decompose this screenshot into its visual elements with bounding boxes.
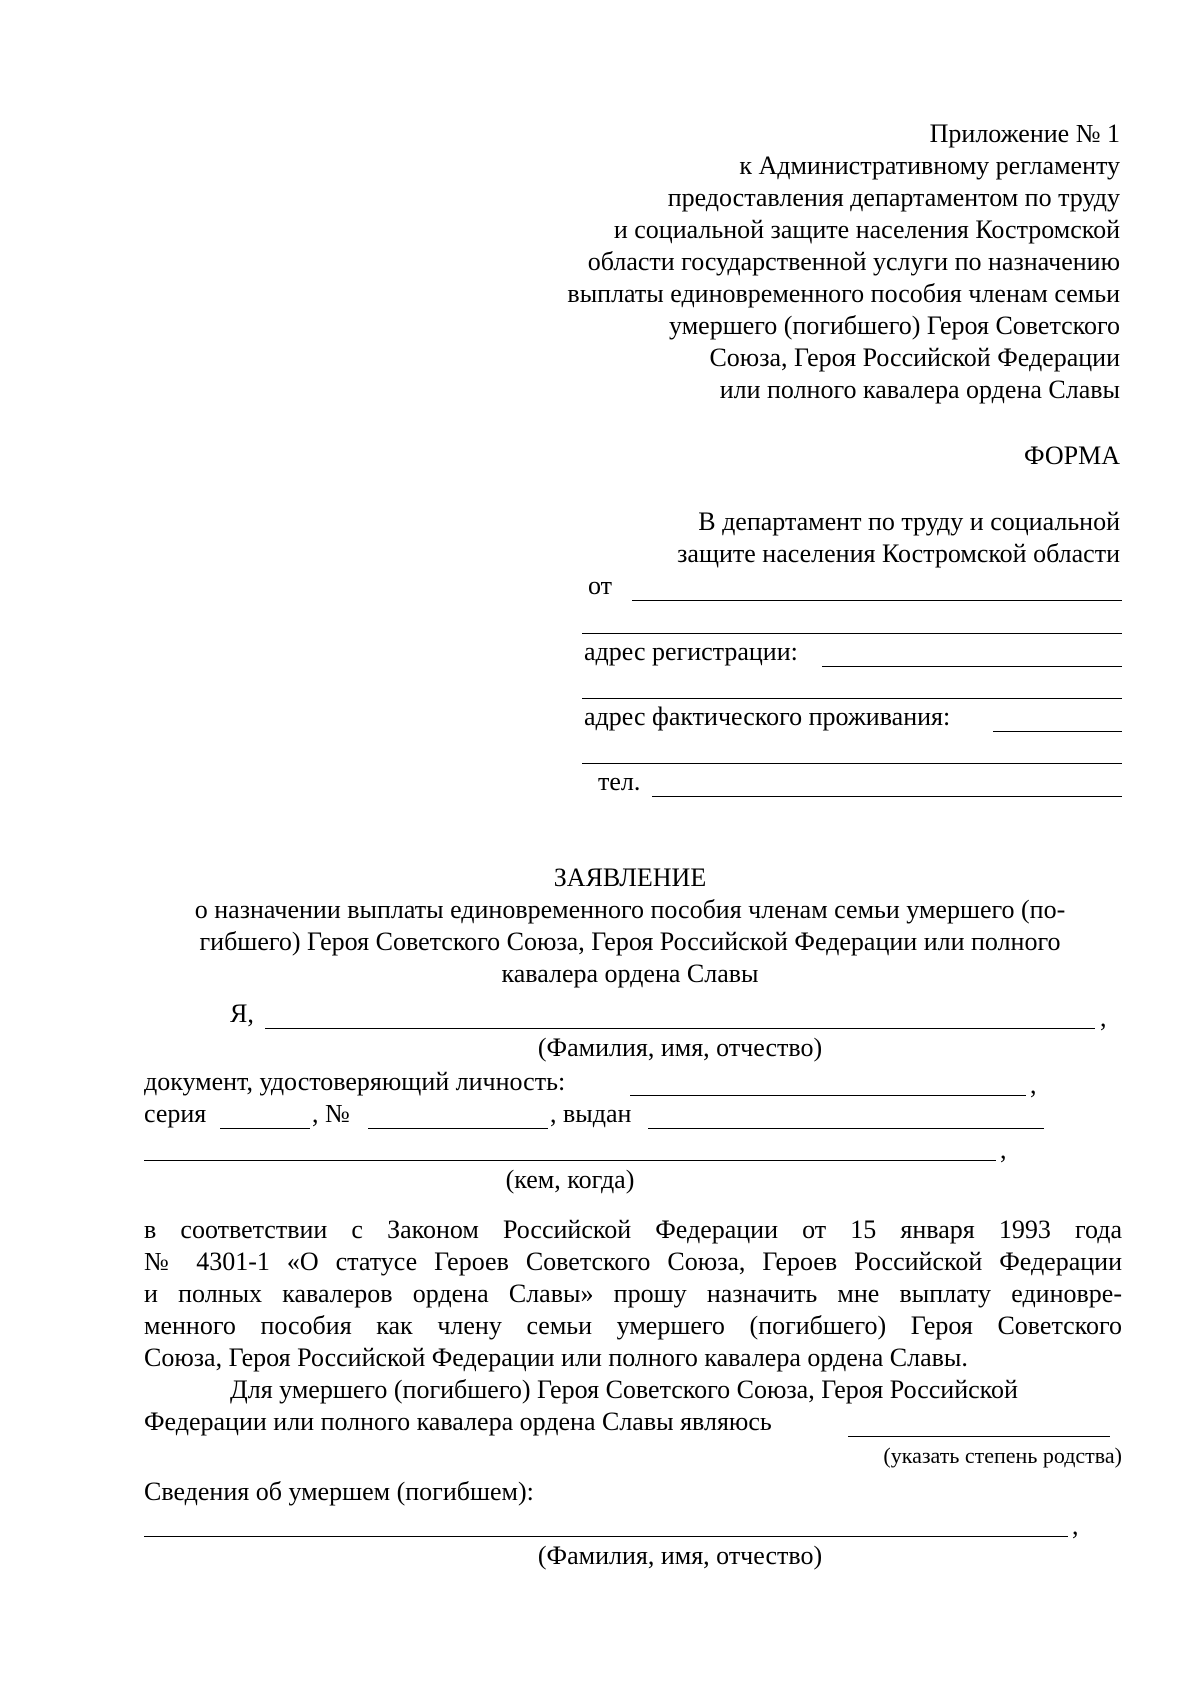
deceased-name-caption: (Фамилия, имя, отчество) [537,1541,823,1570]
phone-field-line[interactable] [652,796,1122,797]
issued-caption: (кем, когда) [505,1165,635,1194]
body-line-4: менного пособия как члену семьи умершего (погибшего) Героя Советского [144,1311,1122,1340]
reg-address-label: адрес регистрации: [584,637,798,666]
reg-address-field-line-2[interactable] [582,698,1122,699]
actual-address-field-line[interactable] [993,731,1122,732]
reg-address-field-line[interactable] [822,666,1122,667]
id-doc-label: документ, удостоверяющий личность: [144,1067,566,1096]
series-field-line[interactable] [220,1128,310,1129]
body-line-2: № 4301-1 «О статусе Героев Советского Союза, Героев Российской Федерации [144,1247,1122,1276]
body-line-1: в соответствии с Законом Российской Федерации от 15 января 1993 года [144,1215,1122,1244]
body-line-5: Союза, Героя Российской Федерации или полного кавалера ордена Славы. [144,1343,968,1372]
addressee-line-1: В департамент по труду и социальной [698,507,1120,536]
id-doc-comma: , [1030,1070,1037,1099]
appendix-line-9: или полного кавалера ордена Славы [719,375,1120,404]
relation-field-line[interactable] [848,1436,1110,1437]
relation-line-2: Федерации или полного кавалера ордена Славы являюсь [144,1407,772,1436]
phone-label: тел. [598,767,641,796]
issued-label: , выдан [550,1099,632,1128]
appendix-line-8: Союза, Героя Российской Федерации [709,343,1120,372]
statement-subtitle-2: гибшего) Героя Советского Союза, Героя Российской Федерации или полного [199,927,1061,956]
deceased-label: Сведения об умершем (погибшем): [144,1477,534,1506]
from-field-line-2[interactable] [582,633,1122,634]
appendix-line-7: умершего (погибшего) Героя Советского [669,311,1120,340]
applicant-name-caption: (Фамилия, имя, отчество) [537,1033,823,1062]
from-field-line[interactable] [632,600,1122,601]
i-label: Я, [230,999,254,1028]
number-field-line[interactable] [368,1128,548,1129]
id-doc-field-line[interactable] [630,1095,1026,1096]
appendix-line-1: Приложение № 1 [929,119,1120,148]
actual-address-label: адрес фактического проживания: [584,702,951,731]
appendix-line-5: области государственной услуги по назначению [587,247,1120,276]
appendix-line-3: предоставления департаментом по труду [667,183,1120,212]
statement-subtitle-1: о назначении выплаты единовременного пособия членам семьи умершего (по- [194,895,1066,924]
from-label: от [588,571,613,600]
number-label: , № [312,1099,350,1128]
issued-field-line-2[interactable] [144,1160,996,1161]
relation-caption: (указать степень родства) [883,1443,1122,1468]
applicant-name-comma: , [1100,1003,1107,1032]
form-label: ФОРМА [1024,441,1120,470]
relation-line-1: Для умершего (погибшего) Героя Советского Союза, Героя Российской [230,1375,1018,1404]
appendix-line-4: и социальной защите населения Костромской [613,215,1120,244]
statement-subtitle-3: кавалера ордена Славы [501,959,759,988]
appendix-line-2: к Административному регламенту [739,151,1120,180]
issued-field-line[interactable] [648,1128,1044,1129]
deceased-name-field-line[interactable] [144,1536,1068,1537]
deceased-name-comma: , [1072,1511,1079,1540]
appendix-line-6: выплаты единовременного пособия членам семьи [567,279,1120,308]
applicant-name-field-line[interactable] [265,1028,1095,1029]
addressee-line-2: защите населения Костромской области [677,539,1120,568]
issued-comma: , [1000,1135,1007,1164]
actual-address-field-line-2[interactable] [582,763,1122,764]
series-label: серия [144,1099,207,1128]
statement-title: ЗАЯВЛЕНИЕ [553,863,707,892]
body-line-3: и полных кавалеров ордена Славы» прошу назначить мне выплату единовре- [144,1279,1122,1308]
